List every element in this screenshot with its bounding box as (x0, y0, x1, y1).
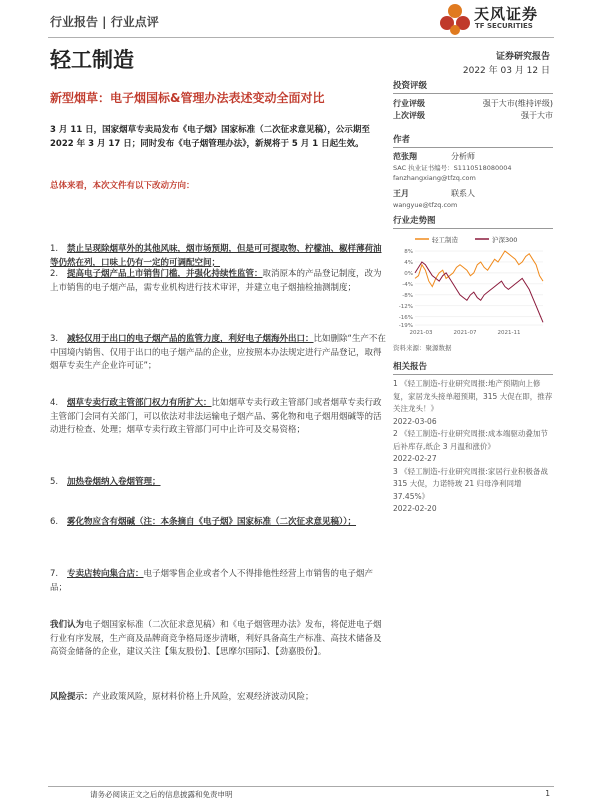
report-title: 新型烟草：电子烟国标&管理办法表述变动全面对比 (50, 91, 325, 105)
related-report[interactable]: 2 《轻工制造-行业研究周报:成本端驱动叠加节后补库存,纸企 3 月温和涨价》 2022-02-27 (393, 429, 548, 463)
y-tick-label: -4% (402, 281, 413, 288)
rating-row: 行业评级 强于大市(维持评级) (393, 99, 553, 108)
tf-securities-logo (438, 2, 550, 38)
logo-subtext: TF SECURITIES (475, 22, 533, 30)
logo-icon (438, 2, 472, 36)
y-tick-label: 8% (404, 249, 413, 255)
sector-title: 轻工制造 (50, 48, 134, 72)
list-item: 4. 烟草专卖行政主管部门权力有所扩大：比如烟草专卖行政主管部门或者烟草专卖行政主管部门会同有关部门，可以依法对非法运输电子烟产品、雾化物和电子烟用烟碱等的活动进行检查、处理；烟草专卖行政主管部门可中止许可及交易资格； (50, 398, 382, 435)
y-tick-label: -12% (398, 303, 413, 310)
series-line (415, 262, 543, 322)
rating-section (393, 79, 553, 122)
report-type: 证券研究报告 (495, 52, 550, 62)
footer-disclaimer: 请务必阅读正文之后的信息披露和免责申明 (90, 790, 233, 799)
lead-paragraph: 3 月 11 日，国家烟草专卖局发布《电子烟》国家标准（二次征求意见稿），公示期至 2022 年 3 月 17 日；同时发布《电子烟管理办法》，新规将于 5 月 1 日起生效。 (50, 125, 370, 149)
y-tick-label: 4% (404, 259, 413, 266)
trend-heading: 行业走势图 (393, 214, 553, 229)
trend-section (393, 214, 553, 353)
y-tick-label: -19% (398, 323, 413, 329)
footer-divider (48, 786, 554, 787)
legend-label: 沪深300 (492, 236, 518, 244)
related-heading: 相关报告 (393, 360, 553, 375)
list-item: 5. 加热卷烟纳入卷烟管理； (50, 477, 161, 487)
rating-heading: 投资评级 (393, 79, 553, 94)
author-email[interactable]: wangyue@tfzq.com (393, 201, 458, 209)
rating-row: 上次评级 强于大市 (393, 111, 553, 120)
author-row: 王月 联系人 (393, 189, 475, 198)
x-tick-label: 2021-03 (409, 330, 433, 336)
y-tick-label: 0% (404, 270, 413, 277)
list-item: 7. 专卖店转向集合店：电子烟零售企业或者个人不得排他性经营上市销售的电子烟产品； (50, 569, 374, 593)
y-tick-label: -8% (402, 292, 413, 299)
author-heading: 作者 (393, 133, 553, 148)
author-row: 范张翔 分析师 (393, 152, 475, 161)
header-divider (48, 37, 554, 38)
list-item: 1. 禁止呈现除烟草外的其他风味，烟市场预期，但是可可提取物、柠檬油、椒样薄荷油等仍然在列，口味上仍有一定的可调配空间； (50, 244, 382, 268)
x-tick-label: 2021-07 (453, 330, 477, 336)
related-section (393, 360, 553, 516)
related-report[interactable]: 1 《轻工制造-行业研究周报:地产预期向上修复，家居龙头接单超预期，315 大促在即，推荐关注龙头！》 2022-03-06 (393, 379, 553, 426)
author-cert: SAC 执业证书编号：S1110518080004 (393, 164, 512, 172)
y-tick-label: -16% (398, 314, 413, 321)
author-email[interactable]: fanzhangxiang@tfzq.com (393, 174, 476, 182)
chart-source: 资料来源：聚源数据 (393, 344, 452, 352)
list-item: 6. 雾化物应含有烟碱（注：本条摘自《电子烟》国家标准（二次征求意见稿））； (50, 517, 357, 527)
logo-text: 天风证券 (474, 5, 539, 23)
conclusion-paragraph: 我们认为电子烟国家标准（二次征求意见稿）和《电子烟管理办法》发布，将促进电子烟行业有序发展，生产商及品牌商竞争格局逐步清晰，利好具备高生产标准、高技术储备及高资金储备的企业，建议关注【集友股份】、【思摩尔国际】、【劲嘉股份】。 (50, 620, 382, 657)
legend-label: 轻工制造 (432, 236, 458, 244)
list-item: 3. 减轻仅用于出口的电子烟产品的监管力度，利好电子烟海外出口：比如删除“生产不在中国境内销售、仅用于出口的电子烟产品的企业，应按照本办法规定进行产品登记，取得烟草专卖生产企业许可证”； (50, 334, 386, 371)
author-section (393, 133, 553, 210)
trend-chart (393, 229, 553, 339)
summary-heading: 总体来看，本次文件有以下改动方向： (50, 181, 195, 191)
report-category-nav: 行业报告 | 行业点评 (50, 15, 159, 29)
page-number: 1 (545, 789, 550, 798)
list-item: 2. 提高电子烟产品上市销售门槛，并强化持续性监管：取消原本的产品登记制度，改为上市销售的电子烟产品，需专业机构进行技术审评，并建立电子烟抽检抽测制度； (50, 269, 382, 293)
report-date: 2022 年 03 月 12 日 (462, 66, 550, 76)
risk-warning: 风险提示：产业政策风险，原材料价格上升风险，宏观经济波动风险； (50, 692, 314, 702)
related-report[interactable]: 3 《轻工制造-行业研究周报:家居行业积极备战 315 大促，力诺特玻 21 归母净利同增 37.45%》 2022-02-20 (393, 466, 548, 513)
x-tick-label: 2021-11 (497, 330, 521, 336)
